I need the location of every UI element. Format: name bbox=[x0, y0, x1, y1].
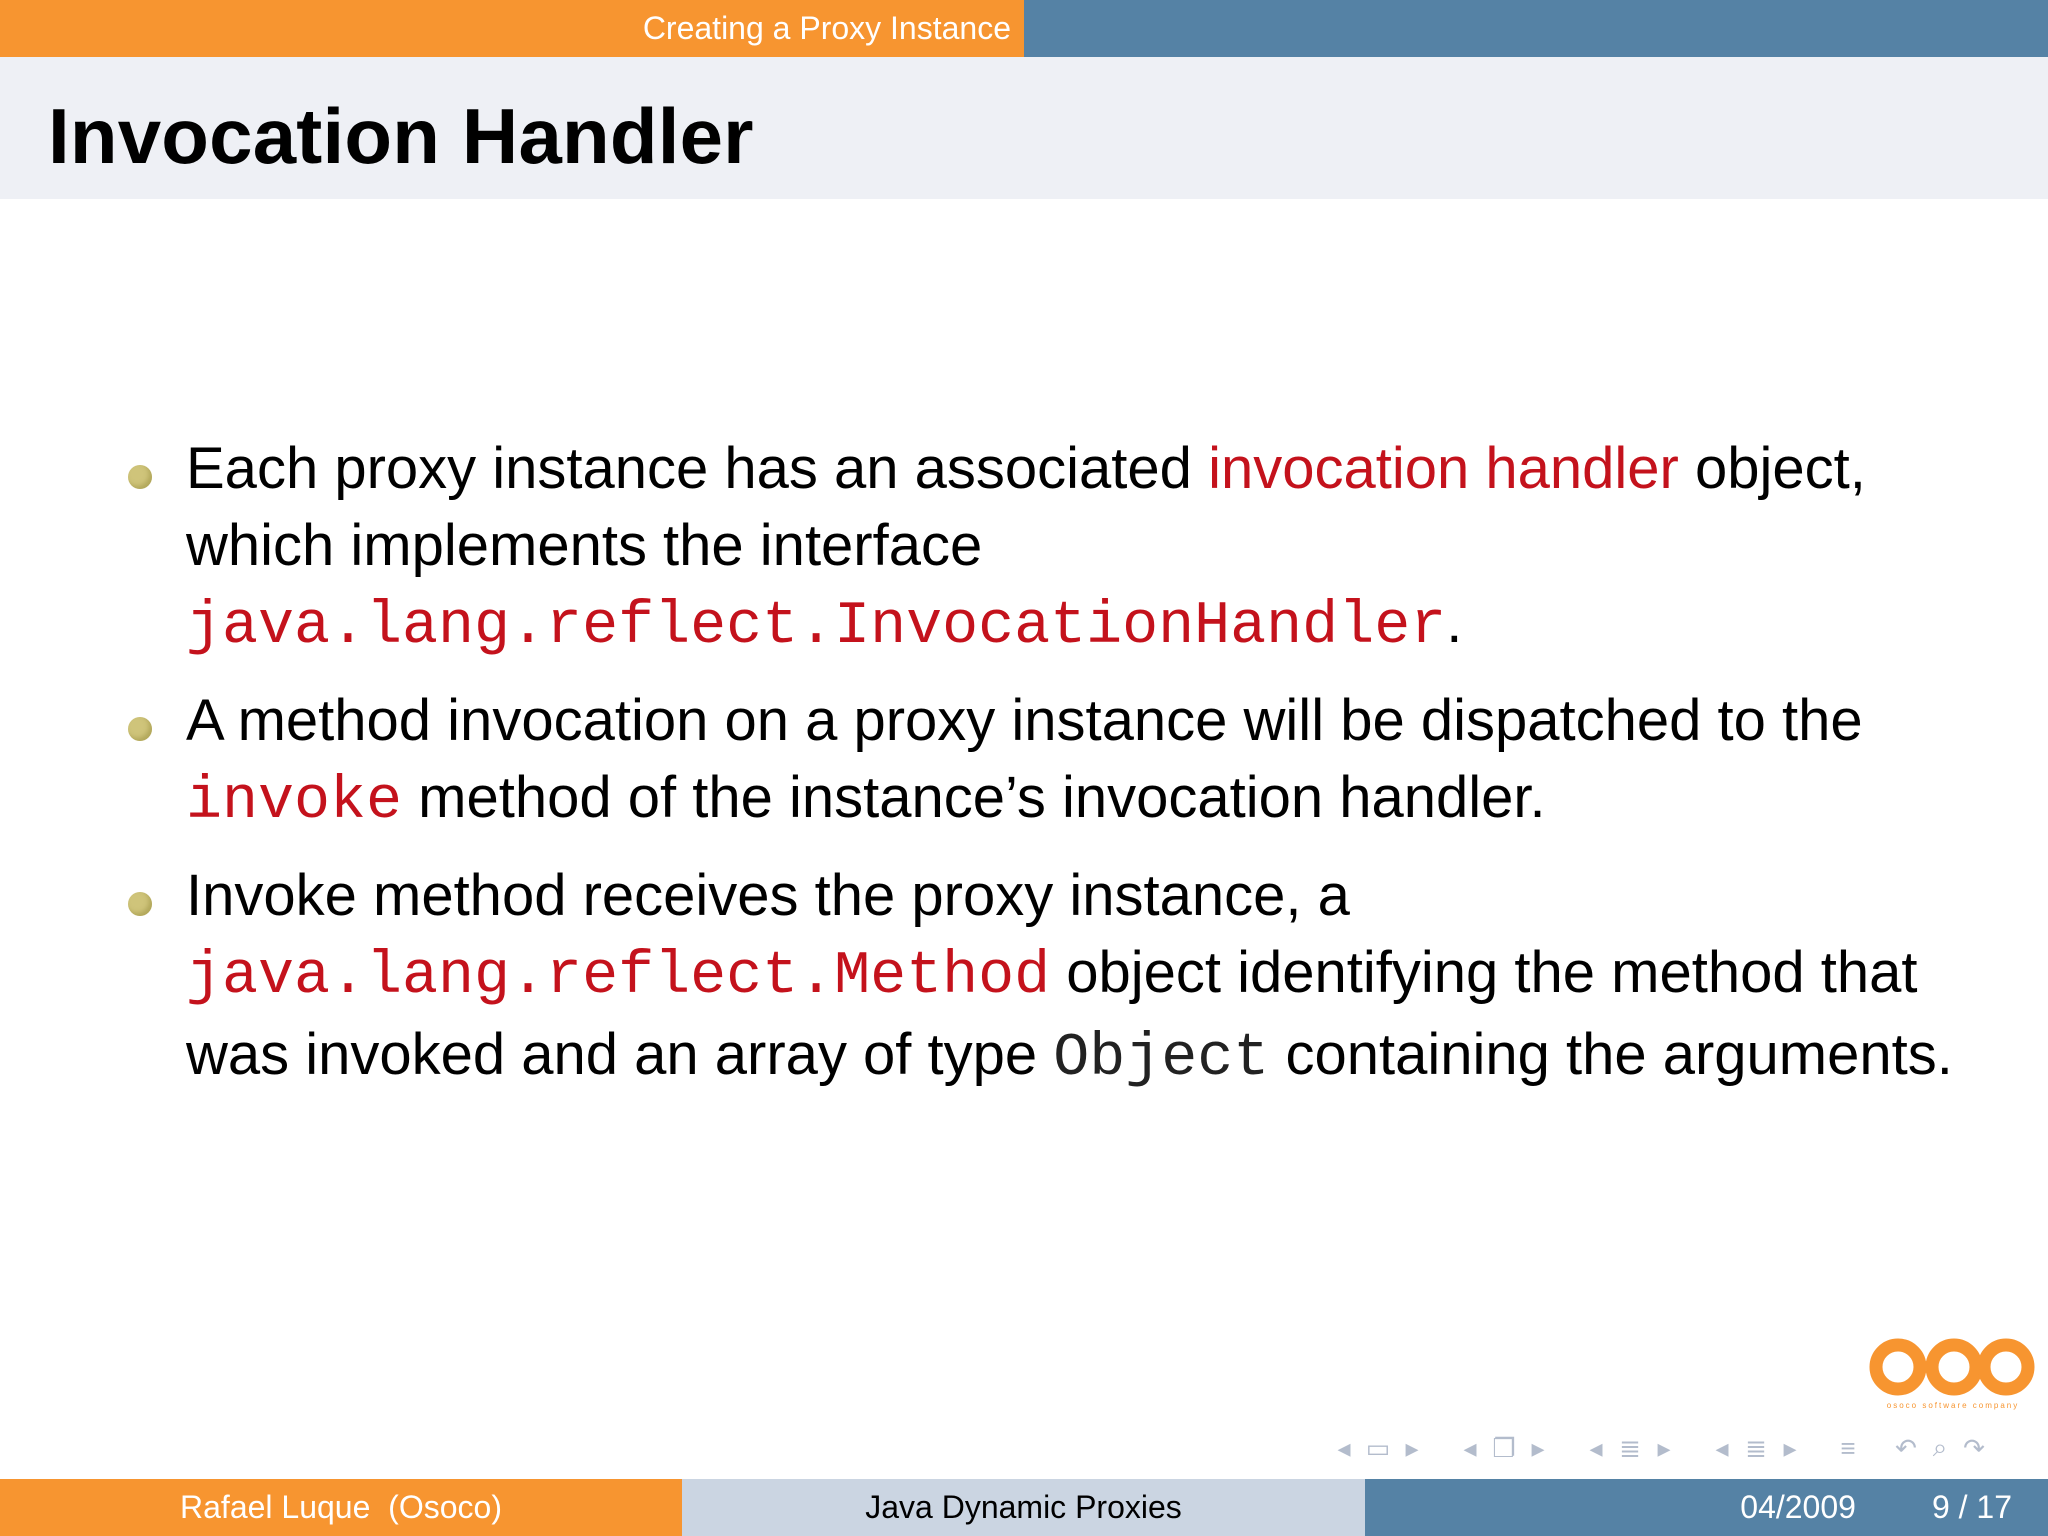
presentation-title: Java Dynamic Proxies bbox=[865, 1489, 1182, 1525]
headline-bar bbox=[0, 0, 2048, 57]
bullet-text: containing the arguments. bbox=[1269, 1022, 1953, 1087]
bullet-text: object identifying the method that was invoked and an array of type bbox=[186, 940, 1918, 1087]
author-text: Rafael Luque (Osoco) bbox=[180, 1489, 502, 1525]
osoco-logo bbox=[1868, 1335, 2038, 1415]
subsection-bar bbox=[1024, 0, 2048, 57]
footer-author bbox=[0, 1479, 682, 1536]
section-icon[interactable]: ≣ bbox=[1745, 1432, 1767, 1463]
bullet-text: A method invocation on a proxy instance will be dispatched to the bbox=[186, 688, 1863, 753]
arrow-left-icon[interactable]: ◂ bbox=[1589, 1432, 1603, 1463]
arrow-right-icon[interactable]: ▸ bbox=[1531, 1432, 1545, 1463]
arrow-left-icon[interactable]: ◂ bbox=[1463, 1432, 1477, 1463]
arrow-right-icon[interactable]: ▸ bbox=[1405, 1432, 1419, 1463]
code-term: java.lang.reflect.Method bbox=[186, 943, 1051, 1011]
bullet-item-2 bbox=[0, 682, 1986, 841]
bullet-icon bbox=[128, 717, 152, 741]
bullet-icon bbox=[128, 892, 152, 916]
osoco-logo-icon bbox=[1868, 1335, 2038, 1401]
arrow-left-icon[interactable]: ◂ bbox=[1337, 1432, 1351, 1463]
highlight-term: invocation handler bbox=[1208, 436, 1679, 501]
bullet-item-3 bbox=[0, 857, 1986, 1098]
forward-icon[interactable]: ↷ bbox=[1963, 1432, 1985, 1463]
back-icon[interactable]: ↶ bbox=[1895, 1432, 1917, 1463]
bullet-list bbox=[0, 430, 2048, 1114]
slide-title: Invocation Handler bbox=[48, 92, 754, 180]
code-term: Object bbox=[1053, 1025, 1270, 1093]
bullet-text: Invoke method receives the proxy instance, a bbox=[186, 863, 1350, 928]
footer-date-page bbox=[1365, 1479, 2048, 1536]
bullet-text: object, which implements the interface bbox=[186, 436, 1866, 578]
subsection-icon[interactable]: ❐ bbox=[1492, 1432, 1516, 1463]
arrow-right-icon[interactable]: ▸ bbox=[1783, 1432, 1797, 1463]
bullet-text: method of the instance’s invocation handler. bbox=[402, 765, 1546, 830]
section-icon[interactable]: ≣ bbox=[1619, 1432, 1641, 1463]
bullet-icon bbox=[128, 465, 152, 489]
arrow-left-icon[interactable]: ◂ bbox=[1715, 1432, 1729, 1463]
logo-tagline: osoco software company bbox=[1886, 1401, 2020, 1410]
footer-title bbox=[682, 1479, 1365, 1536]
code-term: invoke bbox=[186, 768, 403, 836]
section-label-bar[interactable] bbox=[0, 0, 1024, 57]
bullet-item-1 bbox=[0, 430, 1986, 666]
frame-icon[interactable]: ▭ bbox=[1365, 1432, 1391, 1463]
bullet-text: . bbox=[1446, 590, 1463, 655]
search-icon[interactable]: ⌕ bbox=[1932, 1432, 1948, 1462]
bullet-text: Each proxy instance has an associated bbox=[186, 436, 1209, 501]
arrow-right-icon[interactable]: ▸ bbox=[1657, 1432, 1671, 1463]
frame-title-bar bbox=[0, 57, 2048, 199]
footer-bar bbox=[0, 1479, 2048, 1536]
align-icon[interactable]: ≡ bbox=[1840, 1432, 1856, 1463]
date-text: 04/2009 bbox=[1740, 1489, 1856, 1525]
page-number: 9 / 17 bbox=[1931, 1489, 2012, 1525]
code-term: java.lang.reflect.InvocationHandler bbox=[186, 593, 1447, 661]
section-label[interactable]: Creating a Proxy Instance bbox=[642, 10, 1011, 46]
beamer-nav-bar bbox=[1330, 1430, 1988, 1466]
